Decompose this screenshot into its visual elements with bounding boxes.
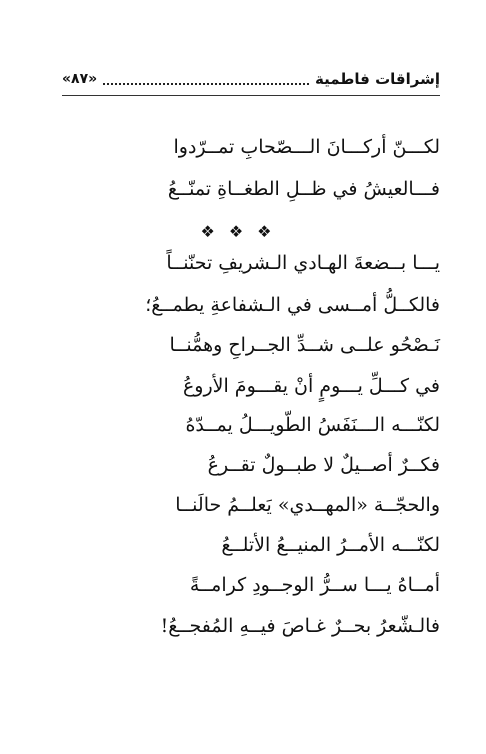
verse-line-4: فالكــلُّ أمــسى في الـشفاعةِ يطمــعُ؛ <box>145 294 440 316</box>
verse-line-12: فالـشّعرُ بحــرٌ غـاصَ فيــهِ المُفجــعُ! <box>160 615 440 637</box>
verse-line-11: أمــاهُ يـــا ســرُّ الوجــودِ كرامــةً <box>189 574 440 596</box>
running-header <box>62 66 440 92</box>
verse-line-6: في كـــلِّ يـــومٍ أنْ يقـــومَ الأروعُ <box>182 375 440 397</box>
verse-line-3: يـــا بــضعةَ الهـادي الـشريفِ تحنّنــاً <box>166 252 440 274</box>
verse-line-7: لكنّـــه الـــنَفَسُ الطّويـــلُ يمــدّهُ <box>185 414 440 436</box>
verse-line-1: لكـــنّ أركـــانَ الـــصّحابِ تمــرّدوا <box>173 136 440 158</box>
header-rule <box>62 95 440 96</box>
verse-line-8: فكــرٌ أصــيلٌ لا طبــولٌ تقــرعُ <box>207 454 440 476</box>
header-title: إشراقات فاطمية <box>315 70 440 88</box>
section-ornament: ❖❖❖ <box>200 222 286 241</box>
verse-line-9: والحجّــة «المهــدي» يَعلــمُ حالَنــا <box>175 494 440 516</box>
header-dot-leader <box>103 83 309 85</box>
verse-line-5: نَـصْحُو علــى شــدِّ الجــراحِ وهمُّنــا <box>169 334 440 356</box>
verse-line-10: لكنّـــه الأمــرُ المنيــعُ الأتلــعُ <box>221 534 440 556</box>
page-number: «٨٧» <box>62 71 98 87</box>
verse-line-2: فـــالعيشُ في ظــلِ الطغــاةِ تمنّــعُ <box>167 178 440 200</box>
